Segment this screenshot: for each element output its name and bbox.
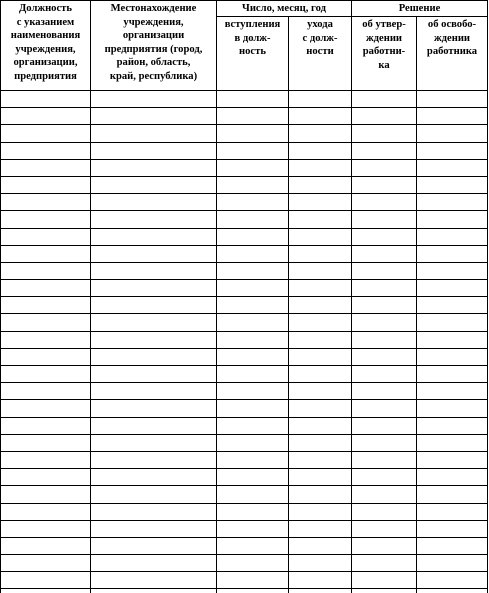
- cell-date-entry: [217, 245, 289, 262]
- cell-date-leave: [289, 520, 352, 537]
- cell-date-entry: [217, 486, 289, 503]
- cell-date-leave: [289, 417, 352, 434]
- cell-decision-release: [417, 331, 488, 348]
- cell-date-entry: [217, 314, 289, 331]
- header-date-entry-line: ность: [239, 46, 266, 58]
- cell-date-leave: [289, 589, 352, 593]
- cell-decision-release: [417, 142, 488, 159]
- header-decision-approve-line: об утвер-: [362, 19, 406, 30]
- header-position-line: учреждения,: [15, 43, 76, 55]
- cell-decision-release: [417, 314, 488, 331]
- cell-decision-approve: [352, 469, 417, 486]
- table-row: [1, 142, 488, 159]
- header-decision-group-label: Решение: [398, 3, 441, 14]
- cell-decision-approve: [352, 245, 417, 262]
- cell-decision-release: [417, 451, 488, 468]
- header-position-line: Должность: [19, 3, 72, 14]
- header-date-leave-line: с долж-: [302, 32, 338, 44]
- cell-position: [1, 434, 91, 451]
- cell-decision-approve: [352, 451, 417, 468]
- header-decision-approve-line: ка: [378, 59, 390, 71]
- cell-date-leave: [289, 537, 352, 554]
- table-row: [1, 108, 488, 125]
- cell-decision-approve: [352, 434, 417, 451]
- cell-position: [1, 176, 91, 193]
- cell-date-leave: [289, 176, 352, 193]
- cell-decision-release: [417, 91, 488, 108]
- table-row: [1, 194, 488, 211]
- header-location-line: Местонахождение: [110, 3, 197, 14]
- cell-date-entry: [217, 434, 289, 451]
- cell-date-entry: [217, 125, 289, 142]
- header-date-entry: [217, 17, 289, 91]
- cell-date-entry: [217, 108, 289, 125]
- table-row: [1, 314, 488, 331]
- cell-date-entry: [217, 211, 289, 228]
- cell-date-leave: [289, 194, 352, 211]
- cell-date-leave: [289, 486, 352, 503]
- cell-date-leave: [289, 125, 352, 142]
- header-location: [91, 1, 217, 91]
- cell-decision-release: [417, 348, 488, 365]
- cell-date-entry: [217, 451, 289, 468]
- header-decision-approve-line: работни-: [362, 46, 406, 58]
- cell-decision-approve: [352, 262, 417, 279]
- table-row: [1, 520, 488, 537]
- cell-location: [91, 451, 217, 468]
- cell-date-entry: [217, 176, 289, 193]
- cell-location: [91, 503, 217, 520]
- header-decision-group: [352, 1, 488, 17]
- cell-date-leave: [289, 262, 352, 279]
- cell-date-entry: [217, 503, 289, 520]
- cell-decision-release: [417, 245, 488, 262]
- cell-date-leave: [289, 211, 352, 228]
- cell-location: [91, 314, 217, 331]
- header-row-top: [1, 1, 488, 17]
- cell-date-leave: [289, 451, 352, 468]
- table-row: [1, 91, 488, 108]
- table-row: [1, 572, 488, 589]
- cell-date-entry: [217, 194, 289, 211]
- cell-date-leave: [289, 383, 352, 400]
- cell-position: [1, 280, 91, 297]
- cell-decision-approve: [352, 503, 417, 520]
- cell-position: [1, 245, 91, 262]
- cell-location: [91, 194, 217, 211]
- cell-date-leave: [289, 108, 352, 125]
- cell-date-entry: [217, 555, 289, 572]
- cell-date-entry: [217, 366, 289, 383]
- cell-location: [91, 297, 217, 314]
- cell-location: [91, 486, 217, 503]
- header-position: [1, 1, 91, 91]
- table-row: [1, 331, 488, 348]
- cell-location: [91, 555, 217, 572]
- cell-location: [91, 469, 217, 486]
- cell-location: [91, 383, 217, 400]
- cell-position: [1, 572, 91, 589]
- cell-location: [91, 125, 217, 142]
- header-date-leave-line: ухода: [307, 19, 333, 30]
- table-row: [1, 555, 488, 572]
- cell-date-leave: [289, 91, 352, 108]
- cell-decision-approve: [352, 537, 417, 554]
- cell-decision-release: [417, 176, 488, 193]
- cell-position: [1, 91, 91, 108]
- header-location-line: район, область,: [116, 57, 191, 69]
- cell-date-leave: [289, 555, 352, 572]
- cell-decision-release: [417, 486, 488, 503]
- cell-position: [1, 555, 91, 572]
- cell-decision-release: [417, 572, 488, 589]
- header-decision-release: [417, 17, 488, 91]
- cell-location: [91, 434, 217, 451]
- cell-date-entry: [217, 331, 289, 348]
- cell-position: [1, 486, 91, 503]
- cell-decision-release: [417, 366, 488, 383]
- cell-decision-approve: [352, 228, 417, 245]
- cell-decision-approve: [352, 314, 417, 331]
- cell-decision-release: [417, 520, 488, 537]
- cell-decision-approve: [352, 417, 417, 434]
- table-row: [1, 469, 488, 486]
- cell-location: [91, 142, 217, 159]
- header-position-line: наименования: [10, 30, 81, 42]
- cell-position: [1, 503, 91, 520]
- cell-decision-release: [417, 469, 488, 486]
- cell-date-leave: [289, 297, 352, 314]
- cell-location: [91, 520, 217, 537]
- cell-decision-approve: [352, 486, 417, 503]
- cell-date-leave: [289, 245, 352, 262]
- header-decision-approve-line: ждении: [365, 32, 403, 44]
- cell-location: [91, 159, 217, 176]
- table-row: [1, 400, 488, 417]
- cell-position: [1, 194, 91, 211]
- cell-decision-release: [417, 589, 488, 593]
- table-row: [1, 125, 488, 142]
- cell-decision-approve: [352, 176, 417, 193]
- cell-position: [1, 262, 91, 279]
- header-position-line: организации,: [13, 57, 78, 69]
- cell-decision-approve: [352, 194, 417, 211]
- cell-position: [1, 211, 91, 228]
- cell-location: [91, 176, 217, 193]
- cell-date-entry: [217, 520, 289, 537]
- table-row: [1, 589, 488, 593]
- cell-position: [1, 108, 91, 125]
- cell-date-entry: [217, 589, 289, 593]
- cell-date-entry: [217, 383, 289, 400]
- cell-date-leave: [289, 142, 352, 159]
- cell-decision-release: [417, 383, 488, 400]
- cell-location: [91, 280, 217, 297]
- cell-position: [1, 331, 91, 348]
- cell-date-leave: [289, 366, 352, 383]
- cell-decision-release: [417, 434, 488, 451]
- cell-date-leave: [289, 400, 352, 417]
- cell-date-leave: [289, 434, 352, 451]
- cell-date-entry: [217, 417, 289, 434]
- cell-location: [91, 108, 217, 125]
- cell-decision-approve: [352, 280, 417, 297]
- cell-decision-approve: [352, 297, 417, 314]
- cell-position: [1, 228, 91, 245]
- cell-date-entry: [217, 262, 289, 279]
- table-row: [1, 159, 488, 176]
- cell-decision-approve: [352, 108, 417, 125]
- cell-position: [1, 297, 91, 314]
- cell-decision-release: [417, 228, 488, 245]
- cell-date-leave: [289, 228, 352, 245]
- cell-date-entry: [217, 159, 289, 176]
- header-date-group-label: Число, месяц, год: [242, 3, 326, 14]
- header-decision-release-line: работника: [426, 46, 478, 58]
- cell-location: [91, 245, 217, 262]
- cell-date-entry: [217, 228, 289, 245]
- header-date-entry-line: вступления: [224, 19, 281, 30]
- cell-date-entry: [217, 469, 289, 486]
- cell-location: [91, 417, 217, 434]
- cell-date-leave: [289, 348, 352, 365]
- table-row: [1, 228, 488, 245]
- header-location-line: организации: [122, 30, 185, 42]
- cell-position: [1, 469, 91, 486]
- cell-location: [91, 572, 217, 589]
- header-decision-approve: [352, 17, 417, 91]
- cell-position: [1, 537, 91, 554]
- cell-decision-release: [417, 159, 488, 176]
- cell-position: [1, 366, 91, 383]
- header-date-entry-line: в долж-: [234, 32, 271, 44]
- cell-position: [1, 417, 91, 434]
- table-row: [1, 262, 488, 279]
- cell-decision-approve: [352, 125, 417, 142]
- cell-date-entry: [217, 297, 289, 314]
- cell-location: [91, 537, 217, 554]
- cell-date-entry: [217, 348, 289, 365]
- table-row: [1, 383, 488, 400]
- cell-date-entry: [217, 572, 289, 589]
- cell-date-leave: [289, 469, 352, 486]
- cell-date-leave: [289, 503, 352, 520]
- table-row: [1, 537, 488, 554]
- cell-decision-release: [417, 211, 488, 228]
- table-row: [1, 348, 488, 365]
- cell-position: [1, 400, 91, 417]
- table-row: [1, 297, 488, 314]
- cell-decision-release: [417, 297, 488, 314]
- cell-location: [91, 91, 217, 108]
- cell-position: [1, 348, 91, 365]
- cell-date-leave: [289, 159, 352, 176]
- cell-decision-approve: [352, 331, 417, 348]
- cell-position: [1, 159, 91, 176]
- cell-location: [91, 211, 217, 228]
- cell-position: [1, 125, 91, 142]
- cell-decision-release: [417, 125, 488, 142]
- header-position-line: с указанием: [16, 16, 75, 28]
- cell-location: [91, 589, 217, 593]
- table-row: [1, 280, 488, 297]
- cell-position: [1, 142, 91, 159]
- header-location-line: учреждения,: [123, 16, 184, 28]
- cell-decision-approve: [352, 589, 417, 593]
- cell-position: [1, 589, 91, 593]
- header-decision-release-line: об освобо-: [427, 19, 477, 30]
- header-decision-release-line: ждении: [433, 32, 471, 44]
- cell-date-leave: [289, 314, 352, 331]
- header-date-leave: [289, 17, 352, 91]
- table-row: [1, 211, 488, 228]
- cell-date-entry: [217, 400, 289, 417]
- cell-decision-approve: [352, 383, 417, 400]
- cell-location: [91, 331, 217, 348]
- cell-decision-approve: [352, 520, 417, 537]
- cell-location: [91, 400, 217, 417]
- cell-position: [1, 520, 91, 537]
- cell-decision-release: [417, 400, 488, 417]
- cell-location: [91, 348, 217, 365]
- cell-decision-approve: [352, 91, 417, 108]
- cell-location: [91, 228, 217, 245]
- cell-decision-release: [417, 262, 488, 279]
- cell-decision-approve: [352, 572, 417, 589]
- cell-position: [1, 383, 91, 400]
- header-position-line: предприятия: [14, 70, 77, 82]
- cell-decision-release: [417, 417, 488, 434]
- cell-decision-approve: [352, 366, 417, 383]
- cell-position: [1, 314, 91, 331]
- cell-date-leave: [289, 331, 352, 348]
- cell-date-entry: [217, 537, 289, 554]
- header-date-leave-line: ности: [306, 46, 334, 58]
- table-row: [1, 176, 488, 193]
- table-row: [1, 245, 488, 262]
- cell-date-entry: [217, 142, 289, 159]
- cell-decision-release: [417, 503, 488, 520]
- cell-decision-approve: [352, 142, 417, 159]
- table-row: [1, 503, 488, 520]
- cell-date-entry: [217, 91, 289, 108]
- cell-date-leave: [289, 280, 352, 297]
- header-date-group: [217, 1, 352, 17]
- cell-decision-release: [417, 108, 488, 125]
- table-row: [1, 486, 488, 503]
- cell-decision-approve: [352, 400, 417, 417]
- cell-decision-approve: [352, 211, 417, 228]
- cell-date-leave: [289, 572, 352, 589]
- table-row: [1, 451, 488, 468]
- cell-decision-release: [417, 280, 488, 297]
- cell-decision-release: [417, 537, 488, 554]
- table-row: [1, 366, 488, 383]
- cell-location: [91, 262, 217, 279]
- cell-decision-approve: [352, 348, 417, 365]
- table-row: [1, 434, 488, 451]
- table-row: [1, 417, 488, 434]
- header-location-line: край, республика): [109, 70, 198, 82]
- cell-location: [91, 366, 217, 383]
- header-location-line: предприятия (город,: [104, 43, 203, 55]
- cell-decision-approve: [352, 159, 417, 176]
- cell-decision-release: [417, 555, 488, 572]
- cell-date-entry: [217, 280, 289, 297]
- cell-decision-release: [417, 194, 488, 211]
- cell-position: [1, 451, 91, 468]
- cell-decision-approve: [352, 555, 417, 572]
